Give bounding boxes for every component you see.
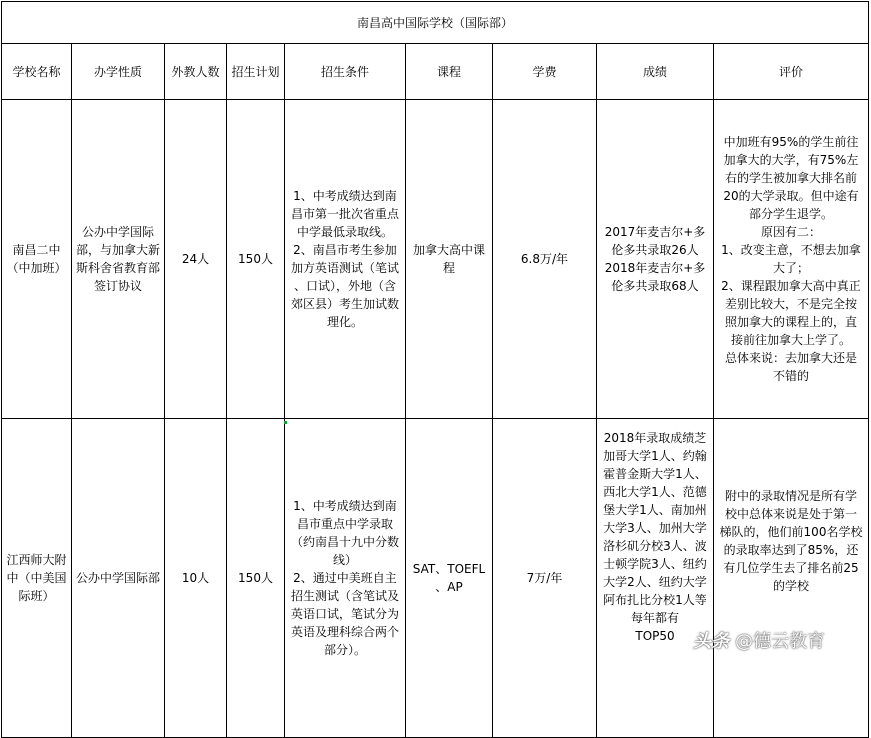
text-line: 中加班有95%的学生前往 <box>723 135 859 149</box>
teachers-cell: 24人 <box>165 100 227 419</box>
text-line: 的录取率达到了85%，还 <box>723 543 859 557</box>
text-line: 原因有二： <box>760 225 821 239</box>
results-cell <box>597 419 714 738</box>
text-line: 部分）。 <box>323 643 366 657</box>
conditions-cell <box>285 419 406 738</box>
text-line: 每年都有 <box>630 611 679 625</box>
text-line: 堡大学1人、南加州 <box>603 503 707 517</box>
text-line: 郊区县）考生加试数 <box>290 297 399 311</box>
text-line: 2、南昌市考生参加 <box>293 243 397 257</box>
text-line: 20的大学录取。但中途有 <box>723 189 859 203</box>
text-line: 2、通过中美班自主 <box>293 571 397 585</box>
text-line: 加拿大高中课 <box>412 243 485 257</box>
school-name-cell <box>2 100 72 419</box>
cell-marker <box>284 421 287 424</box>
text-line: 不错的 <box>772 369 809 383</box>
text-line: 理化。 <box>326 315 363 329</box>
header-enrollment-plan: 招生计划 <box>227 44 285 100</box>
header-row <box>2 44 869 100</box>
text-line: 加方英语测试（笔试 <box>290 261 399 275</box>
table-row <box>2 100 869 419</box>
plan-cell: 150人 <box>227 100 285 419</box>
text-line: 部，与加拿大新 <box>75 243 160 257</box>
text-line: 部分学生退学。 <box>748 207 833 221</box>
text-line: 2018年麦吉尔+多 <box>604 261 706 275</box>
plan-cell: 150人 <box>227 419 285 738</box>
conditions-cell <box>285 100 406 419</box>
courses-cell <box>406 419 493 738</box>
table-title: 南昌高中国际学校（国际部） <box>2 2 869 44</box>
toutiao-logo: 头条 <box>693 631 729 652</box>
text-line: 江西师大附 <box>6 553 67 567</box>
watermark-text: @德云教育 <box>735 631 825 652</box>
text-line: 南昌二中 <box>12 243 61 257</box>
tuition-cell: 7万/年 <box>493 419 597 738</box>
text-line: 伦多共录取68人 <box>611 279 699 293</box>
tuition-cell: 6.8万/年 <box>493 100 597 419</box>
text-line: 附中的录取情况是所有学 <box>724 489 857 503</box>
text-line: 的学校 <box>772 579 809 593</box>
header-school-name: 学校名称 <box>2 44 72 100</box>
table-row <box>2 419 869 738</box>
text-line: 有几位学生去了排名前25 <box>723 561 859 575</box>
text-line: 中学最低录取线。 <box>296 225 393 239</box>
text-line: 梯队的，他们前100名学校 <box>719 525 863 539</box>
text-line: 公办中学国际 <box>81 225 154 239</box>
text-line: 校中总体来说是处于第一 <box>724 507 857 521</box>
text-line: 照加拿大的课程上的，直 <box>724 315 857 329</box>
courses-cell <box>406 100 493 419</box>
text-line: 昌市重点中学录取 <box>296 517 393 531</box>
header-foreign-teachers: 外教人数 <box>165 44 227 100</box>
nature-cell: 公办中学国际部 <box>72 419 165 738</box>
text-line: 1、中考成绩达到南 <box>293 189 397 203</box>
header-results: 成绩 <box>597 44 714 100</box>
header-nature: 办学性质 <box>72 44 165 100</box>
text-line: 霍普金斯大学1人、 <box>603 467 707 481</box>
text-line: 阿布扎比分校1人等 <box>603 593 707 607</box>
text-line: 1、中考成绩达到南 <box>293 499 397 513</box>
text-line: 2、课程跟加拿大高中真正 <box>721 279 861 293</box>
text-line: 线） <box>332 553 357 567</box>
results-cell <box>597 100 714 419</box>
text-line: 西北大学1人、范德 <box>603 485 707 499</box>
nature-cell <box>72 100 165 419</box>
header-evaluation: 评价 <box>714 44 869 100</box>
text-line: 洛杉矶分校3人、波 <box>603 539 707 553</box>
text-line: 总体来说：去加拿大还是 <box>724 351 857 365</box>
text-line: 加哥大学1人、约翰 <box>603 449 707 463</box>
teachers-cell: 10人 <box>165 419 227 738</box>
text-line: 中（中美国 <box>6 571 67 585</box>
text-line: 接前往加拿大上学了。 <box>730 333 851 347</box>
evaluation-cell <box>714 419 869 738</box>
text-line: （中加班） <box>6 261 67 275</box>
text-line: 昌市第一批次省重点 <box>290 207 399 221</box>
text-line: 英语口试，笔试分为 <box>290 607 399 621</box>
text-line: 1、改变主意，不想去加拿 <box>721 243 861 257</box>
text-line: 斯科舍省教育部 <box>75 261 160 275</box>
text-line: 大学3人、加州大学 <box>603 521 707 535</box>
text-line: 签订协议 <box>93 279 142 293</box>
text-line: 2017年麦吉尔+多 <box>604 225 706 239</box>
text-line: 招生测试（含笔试及 <box>290 589 399 603</box>
text-line: 士顿学院3人、纽约 <box>603 557 707 571</box>
school-name-cell <box>2 419 72 738</box>
text-line: SAT、TOEFL <box>412 562 486 576</box>
header-tuition: 学费 <box>493 44 597 100</box>
watermark <box>693 627 825 653</box>
text-line: 大了； <box>772 261 809 275</box>
text-line: 大学2人、纽约大学 <box>603 575 707 589</box>
text-line: 2018年录取成绩芝 <box>603 431 707 445</box>
text-line: 右的学生被加拿大排名前 <box>724 171 857 185</box>
text-line: 际班） <box>18 589 55 603</box>
text-line: 、口试），外地（含 <box>293 279 396 293</box>
text-line: TOP50 <box>635 629 675 643</box>
evaluation-cell <box>714 100 869 419</box>
text-line: 、AP <box>435 580 463 594</box>
text-line: 程 <box>442 261 455 275</box>
header-courses: 课程 <box>406 44 493 100</box>
text-line: 加拿大的大学，有75%左 <box>723 153 859 167</box>
text-line: （约南昌十九中分数 <box>290 535 399 549</box>
text-line: 差别比较大，不是完全按 <box>724 297 857 311</box>
text-line: 伦多共录取26人 <box>611 243 699 257</box>
header-conditions: 招生条件 <box>285 44 406 100</box>
text-line: 英语及理科综合两个 <box>290 625 399 639</box>
